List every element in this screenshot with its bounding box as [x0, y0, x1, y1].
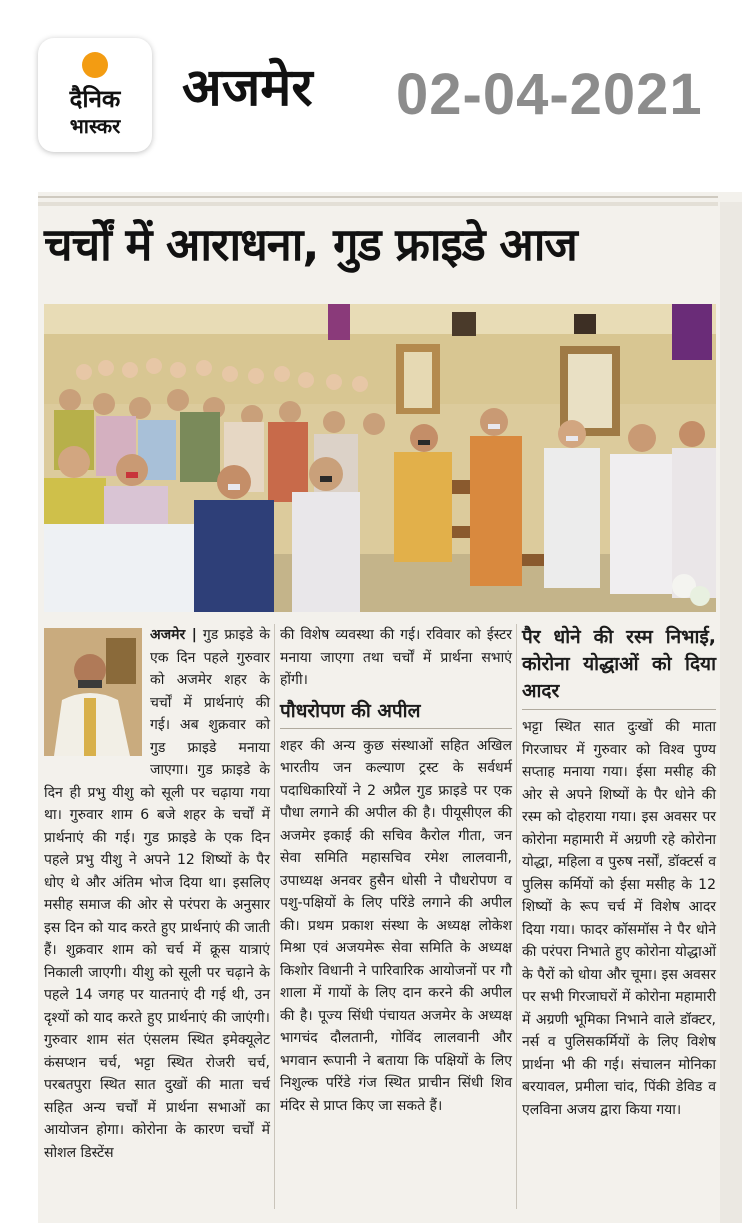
- column-divider: [274, 624, 275, 1209]
- column-2-continuation: की विशेष व्यवस्था की गई। रविवार को ईस्टर मनाया जाएगा तथा चर्चों में प्रार्थना सभाएं होंगी।: [280, 627, 512, 688]
- feet-washing-text: भट्टा स्थित सात दुःखों की माता गिरजाघर में गुरुवार को विश्व पुण्य सप्ताह मनाया गया। ईसा मसीह की ओर से अपने शिष्यों के पैर धोने की रस्म को दोहराया गया। इस अवसर पर कोरोना महामारी में अग्रणी रहे कोरोना योद्धा, महिला व पुरुष नर्सों, डॉक्टर्स व पुलिस कर्मियों को ईसा मसीह के 12 शिष्यों के रूप चर्च में विशेष आदर दिया गया। फादर कॉसमॉस ने पैर धोने की परंपरा निभाते हुए कोरोना योद्धाओं के पैरों को धोया और चूमा। इस अवसर पर सभी गिरजाघरों में कोरोना महामारी में अग्रणी भूमिका निभाने वाले डॉक्टर, नर्स व पुलिसकर्मियों के लिए विशेष प्रार्थना भी की गई। संचालन मोनिका बरयावल, प्रमीला चांद, पिंकी डेविड व एलविना अजय द्वारा किया गया।: [522, 719, 716, 1118]
- logo-text-line2: भास्कर: [69, 114, 121, 138]
- newspaper-page: [38, 192, 742, 1223]
- adjacent-column-edge: [720, 202, 742, 1223]
- article-lead-text: गुड फ्राइडे के एक दिन पहले गुरुवार को अजमेर शहर के चर्चों में प्रार्थनाएं की गई। अब शुक्रवार को गुड फ्राइडे मनाया जाएगा। गुड फ्राइडे के दिन ही प्रभु यीशु को सूली पर चढ़ाया गया था। गुरुवार शाम 6 बजे शहर के चर्चों में प्रार्थनाएं की गई। गुड फ्राइडे के एक दिन पहले प्रभु यीशु ने अपने 12 शिष्यों के पैर धोए थे और अंतिम भोज दिया था। इसलिए मसीह समाज की ओर से परंपरा के अनुसार इस दिन को याद करते हुए प्रार्थनाएं की जाती हैं। शुक्रवार शाम को चर्च में क्रूस यात्राएं निकाली जाएगी। यीशु को सूली पर चढ़ाने के पहले 14 जगह पर यातनाएं दी गई थी, उन दृश्यों को याद करते हुए प्रार्थनाएं की जाएंगी। गुरुवार शाम संत एंसलम स्थित इमेक्यूलेट कंसप्शन चर्च, भट्टा स्थित रोजरी चर्च, परबतपुरा स्थित सात दुखों की माता चर्च सहित अन्य चर्चों में प्रार्थना सभाओं का आयोजन होगा। कोरोना के कारण चर्चों में सोशल डिस्टेंस: [44, 627, 270, 1161]
- column-divider: [516, 624, 517, 1209]
- article-column-2: [280, 624, 512, 1117]
- page-top-rule: [38, 196, 718, 198]
- logo-text-line1: दैनिक: [69, 85, 121, 113]
- newspaper-logo: [38, 38, 152, 152]
- sun-icon: [82, 52, 108, 78]
- subheading-feet-washing: पैर धोने की रस्म निभाई, कोरोना योद्धाओं को दिया आदर: [522, 624, 716, 710]
- article-column-3: [522, 624, 716, 1121]
- screenshot-header: [0, 0, 742, 190]
- subheading-plantation-appeal: पौधरोपण की अपील: [280, 698, 512, 729]
- edition-city: अजमेर: [182, 58, 313, 118]
- plantation-appeal-text: शहर की अन्य कुछ संस्थाओं सहित अखिल भारतीय जन कल्याण ट्रस्ट के सर्वधर्म पदाधिकारियों ने 2 अप्रैल गुड फ्राइडे पर एक पौधा लगाने की अपील की है। पीयूसीएल की अजमेर इकाई की सचिव कैरोल गीता, जन सेवा समिति महासचिव रमेश लालवानी, उपाध्यक्ष अनवर हुसैन धोसी ने पौधरोपण व पशु-पक्षियों के लिए परिंडे लगाने की अपील की। प्रथम प्रकाश संस्था के अध्यक्ष लोकेश मिश्रा एवं अजयमेरू सेवा समिति के अध्यक्ष किशोर विधानी ने पारिवारिक आयोजनों पर गौ शाला में गायों के लिए दान करने की अपील की है। पूज्य सिंधी पंचायत अजमेर के अध्यक्ष भागचंद दौलतानी, गोविंद लालवानी और भगवान रूपानी ने बताया कि पक्षियों के लिए निशुल्क परिंडे गंज स्थित प्राचीन सिंधी शिव मंदिर से प्राप्त किए जा सकते हैं।: [280, 737, 512, 1114]
- priest-inset-photo: [44, 628, 142, 756]
- article-dateline: अजमेर |: [150, 627, 197, 643]
- page-top-strip: [38, 202, 718, 206]
- article-column-1: [44, 624, 270, 1164]
- church-congregation-photo: [44, 304, 716, 612]
- edition-date: 02-04-2021: [396, 62, 703, 127]
- article-headline: चर्चों में आराधना, गुड फ्राइडे आज: [44, 218, 577, 271]
